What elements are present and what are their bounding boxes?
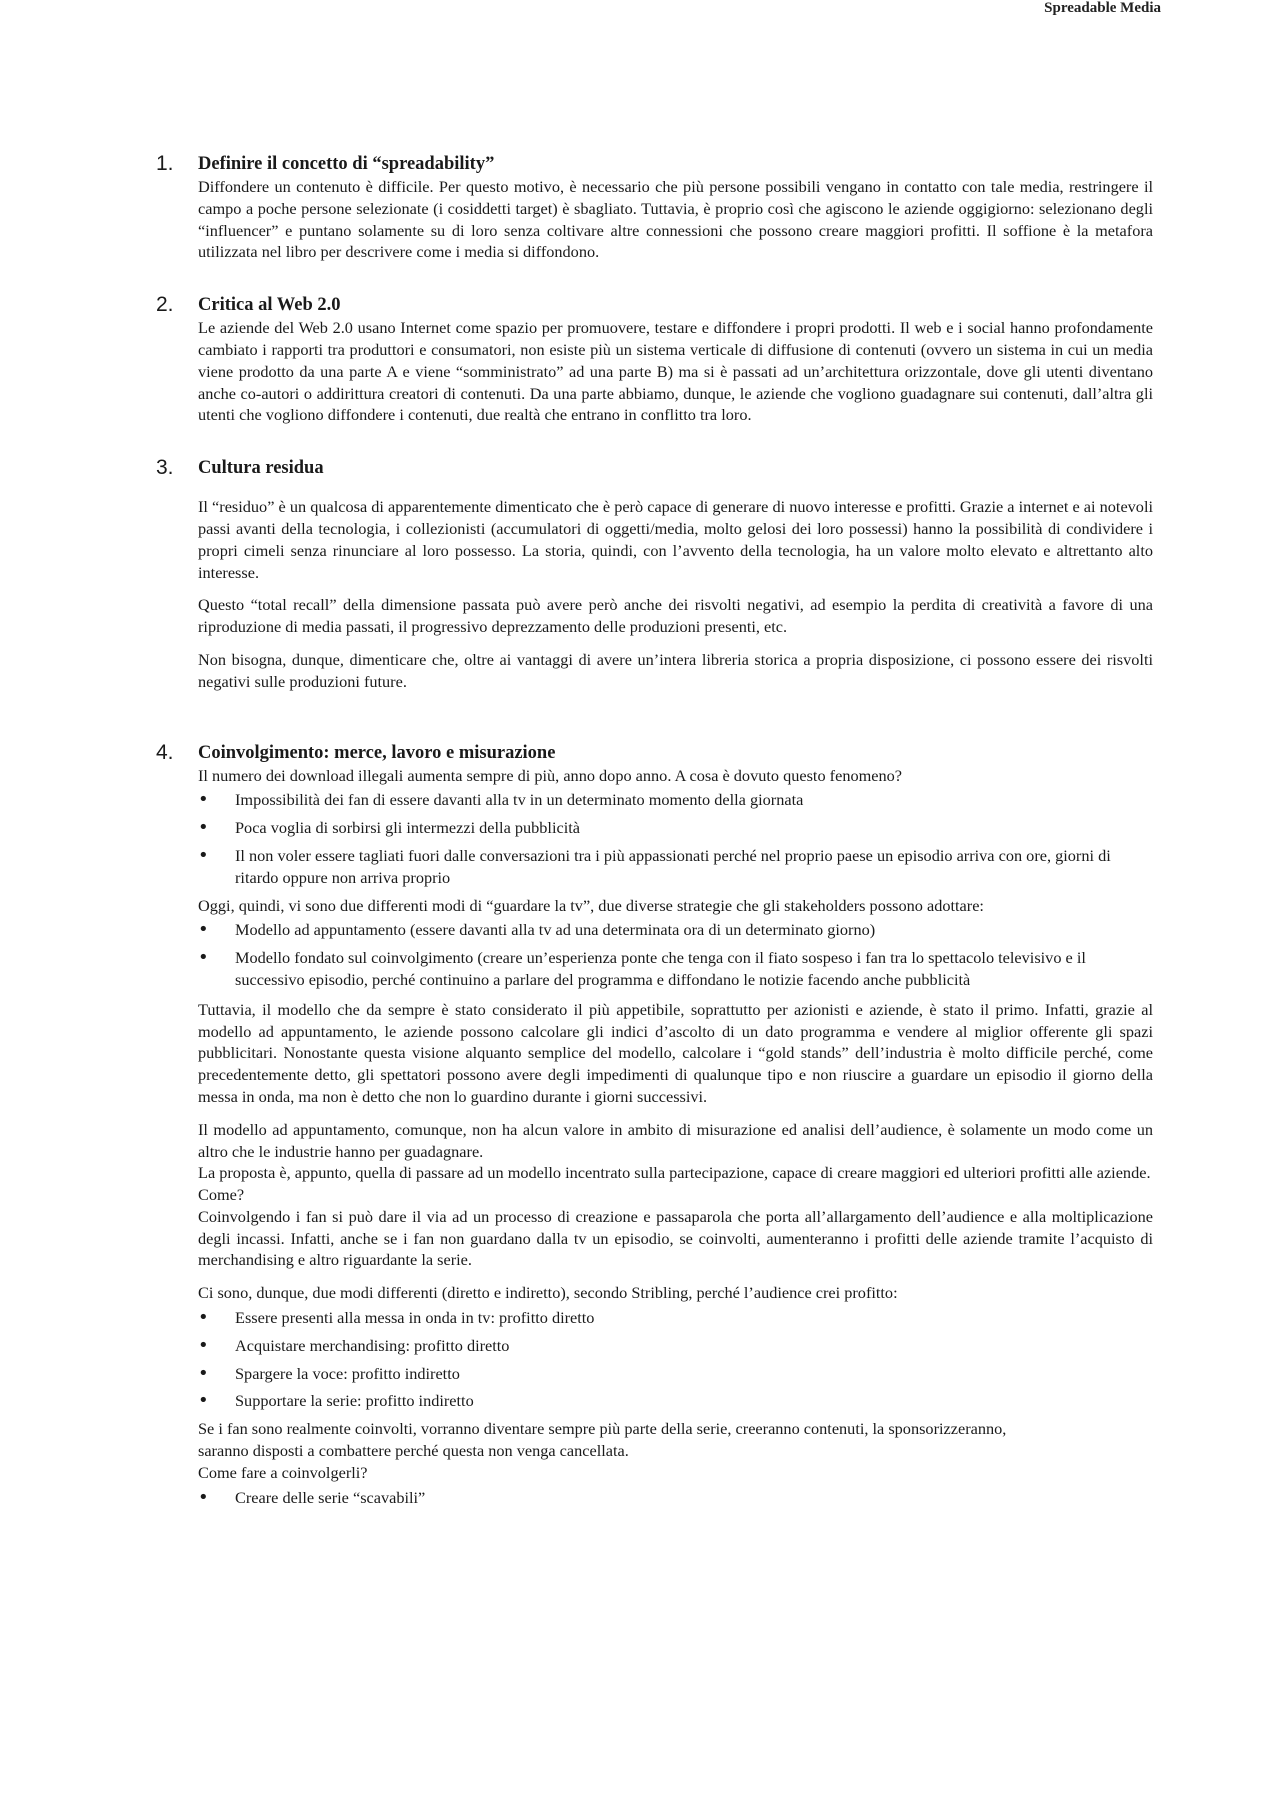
list-item: • Acquistare merchandising: profitto diretto — [198, 1335, 1153, 1357]
bullet-list — [198, 1487, 1153, 1509]
list-item: • Supportare la serie: profitto indiretto — [198, 1390, 1153, 1412]
list-item: • Poca voglia di sorbirsi gli intermezzi della pubblicità — [198, 817, 1153, 839]
section-number: 1. — [156, 152, 174, 175]
section-heading: Definire il concetto di “spreadability” — [198, 154, 495, 174]
bullet-list — [198, 919, 1153, 990]
paragraph: Il “residuo” è un qualcosa di apparentemente dimenticato che è però capace di generare di nuovo interesse e profitti. Grazie a internet e ai notevoli passi avanti della tecnologia, i collezionisti (accumulatori di oggetti/media, molto gelosi dei loro possessi) hanno la possibilità di condividere i propri cimeli senza rinunciare al loro possesso. La storia, quindi, con l’avvento della tecnologia, ha un valore molto elevato e altrettanto alto interesse. — [198, 497, 1153, 582]
paragraph: Se i fan sono realmente coinvolti, vorranno diventare sempre più parte della serie, creeranno contenuti, la sponsorizzeranno, saranno disposti a combattere perché questa non venga cancellata. — [198, 1419, 1007, 1461]
list-item: • Essere presenti alla messa in onda in tv: profitto diretto — [198, 1307, 1153, 1329]
section-heading: Coinvolgimento: merce, lavoro e misurazione — [198, 742, 556, 763]
paragraph: La proposta è, appunto, quella di passare ad un modello incentrato sulla partecipazione, capace di creare maggiori ed ulteriori profitti alle aziende. — [198, 1163, 1151, 1183]
paragraph: Coinvolgendo i fan si può dare il via ad un processo di creazione e passaparola che porta all’allargamento dell’audience e alla moltiplicazione degli incassi. Infatti, anche se i fan non guardano dalla tv un episodio, se coinvolti, aumenteranno i profitti delle aziende tramite l’acquisto di merchandising e altro riguardante la serie. — [198, 1206, 1153, 1270]
bullet-list — [198, 789, 1153, 888]
list-item: • Creare delle serie “scavabili” — [198, 1487, 1153, 1509]
section-number: 4. — [156, 740, 174, 764]
section-number: 2. — [156, 293, 174, 317]
bullet-list — [198, 1307, 1153, 1412]
paragraph: Come fare a coinvolgerli? — [198, 1462, 368, 1482]
list-item: • Modello ad appuntamento (essere davanti alla tv ad una determinata ora di un determinato giorno) — [198, 919, 1153, 941]
section-heading: Critica al Web 2.0 — [198, 295, 341, 316]
paragraph: Diffondere un contenuto è difficile. Per questo motivo, è necessario che più persone possibili vengano in contatto con tale media, restringere il campo a poche persone selezionate (i cosiddetti target) è sbagliato. Tuttavia, è proprio così che agiscono le aziende oggigiorno: selezionano degli “influencer” e puntano solamente su di loro senza coltivare altre connessioni che possono creare maggiori profitti. Il soffione è la metafora utilizzata nel libro per descrivere come i media si diffondono. — [198, 177, 1153, 262]
paragraph: Tuttavia, il modello che da sempre è stato considerato il più appetibile, soprattutto per azionisti e aziende, è stato il primo. Infatti, grazie al modello ad appuntamento, le aziende possono calcolare gli indici d’ascolto di un dato programma e vendere al miglior offerente gli spazi pubblicitari. Nonostante questa visione alquanto semplice del modello, calcolare i “gold stands” dell’industria è molto difficile perché, come precedentemente detto, gli spettatori possono avere degli impedimenti di qualunque tipo e non riuscire a guardare un episodio il giorno della messa in onda, ma non è detto che non lo guardino durante i giorni successivi. — [198, 999, 1153, 1106]
section-2 — [156, 293, 1153, 426]
paragraph: Oggi, quindi, vi sono due differenti modi di “guardare la tv”, due diverse strategie che gli stakeholders possono adottare: — [198, 895, 984, 915]
paragraph: Ci sono, dunque, due modi differenti (diretto e indiretto), secondo Stribling, perché l’audience crei profitto: — [198, 1283, 898, 1303]
section-heading: Cultura residua — [198, 458, 324, 479]
paragraph: Non bisogna, dunque, dimenticare che, oltre ai vantaggi di avere un’intera libreria storica a propria disposizione, ci possono essere dei risvolti negativi sulle produzioni future. — [198, 649, 1153, 691]
document-body — [156, 152, 1153, 1514]
list-item: • Impossibilità dei fan di essere davanti alla tv in un determinato momento della giornata — [198, 789, 1153, 811]
section-3 — [156, 456, 1153, 692]
paragraph: Le aziende del Web 2.0 usano Internet come spazio per promuovere, testare e diffondere i propri prodotti. Il web e i social hanno profondamente cambiato i rapporti tra produttori e consumatori, non esiste più un sistema verticale di diffusione di contenuti (ovvero un sistema in cui un media viene prodotto da una parte A e viene “somministrato” ad una parte B) ma si è passati ad un’architettura orizzontale, dove gli utenti diventano anche co-autori o addirittura creatori di contenuti. Da una parte abbiamo, dunque, le aziende che vogliono guadagnare sui contenuti, dall’altra gli utenti che vogliono diffondere i contenuti, due realtà che entrano in conflitto tra loro. — [198, 318, 1153, 425]
section-number: 3. — [156, 456, 174, 480]
list-item: • Spargere la voce: profitto indiretto — [198, 1363, 1153, 1385]
running-header: Spreadable Media — [1044, 0, 1161, 16]
list-item: • Modello fondato sul coinvolgimento (creare un’esperienza ponte che tenga con il fiato sospeso i fan tra lo spettacolo televisivo e il successivo episodio, perché continuino a parlare del programma e diffondano le notizie facendo anche pubblicità — [198, 947, 1153, 991]
paragraph: Il numero dei download illegali aumenta sempre di più, anno dopo anno. A cosa è dovuto questo fenomeno? — [198, 765, 902, 785]
paragraph: Come? — [198, 1185, 245, 1205]
section-4 — [156, 740, 1153, 1509]
list-item: • Il non voler essere tagliati fuori dalle conversazioni tra i più appassionati perché nel proprio paese un episodio arriva con ore, giorni di ritardo oppure non arriva proprio — [198, 845, 1153, 889]
paragraph: Il modello ad appuntamento, comunque, non ha alcun valore in ambito di misurazione ed analisi dell’audience, è solamente un modo come un altro che le industrie hanno per guadagnare. — [198, 1119, 1153, 1161]
section-1 — [156, 152, 1153, 263]
paragraph: Questo “total recall” della dimensione passata può avere però anche dei risvolti negativi, ad esempio la perdita di creatività a favore di una riproduzione di media passati, il progressivo deprezzamento delle produzioni presenti, etc. — [198, 595, 1153, 637]
